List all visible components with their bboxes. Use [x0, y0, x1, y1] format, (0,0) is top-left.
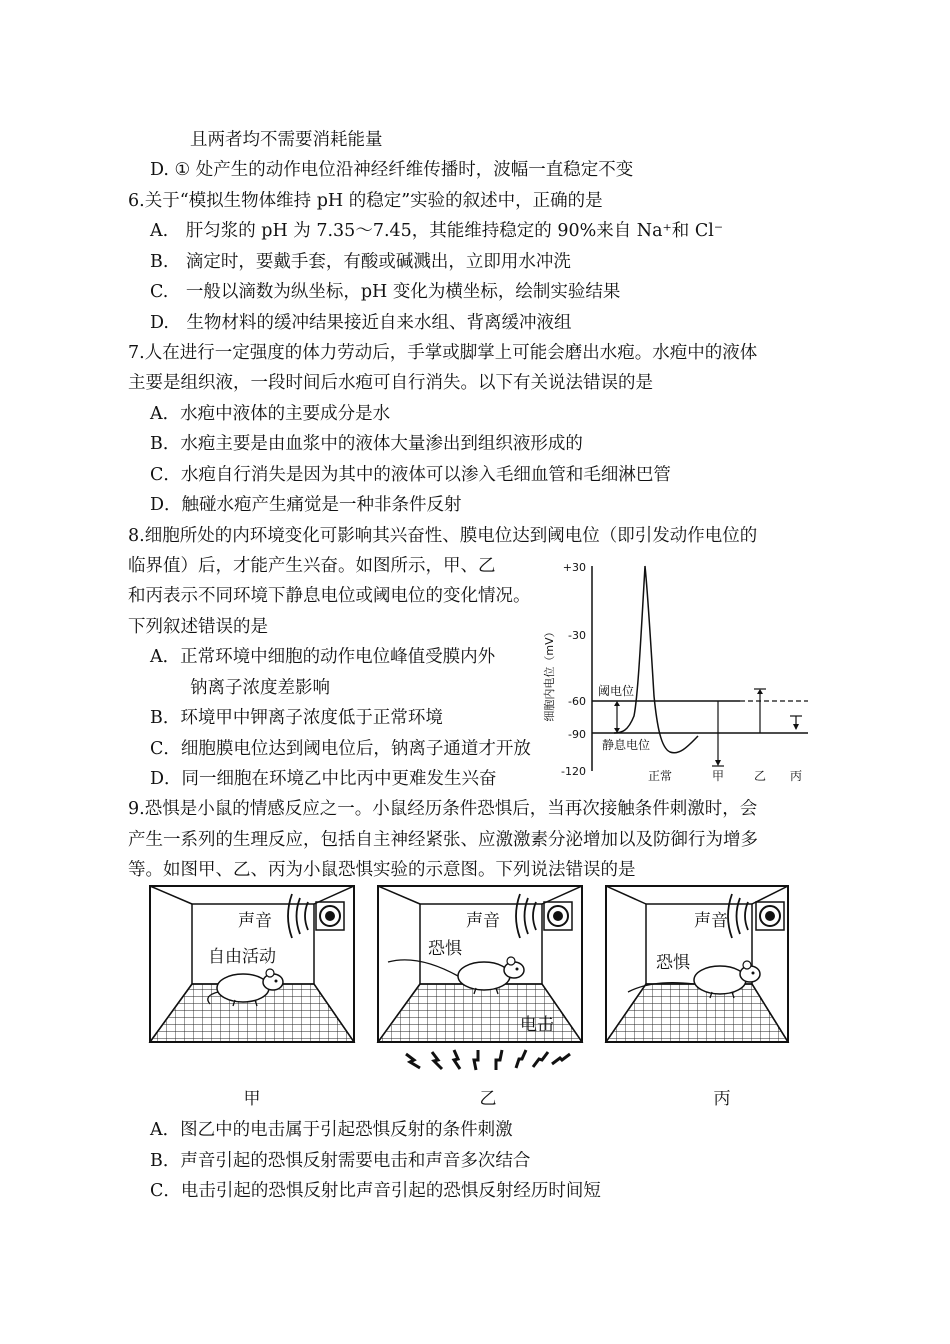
membrane-potential-chart: [540, 556, 830, 788]
option-c-continuation: 且两者均不需要消耗能量: [190, 130, 383, 150]
q8-option-a: A．正常环境中细胞的动作电位峰值受膜内外: [150, 647, 496, 667]
sound-wave-icon: [728, 894, 748, 938]
jia-arrow-head: [715, 760, 721, 766]
ytick-m90: -90: [568, 728, 586, 741]
q9-option-a: A．图乙中的电击属于引起恐惧反射的条件刺激: [150, 1120, 513, 1140]
category-normal: 正常: [647, 769, 673, 783]
threshold-label: 阈电位: [598, 684, 635, 698]
category-yi: 乙: [753, 769, 767, 783]
y-axis-label: 细胞内电位（mV）: [543, 626, 556, 722]
speaker-icon: [756, 902, 784, 930]
question-8-cont1: 临界值）后，才能产生兴奋。如图所示，甲、乙: [128, 556, 496, 576]
q7-option-b: B．水疱主要是由血浆中的液体大量渗出到组织液形成的: [150, 434, 583, 454]
q8-option-d: D．同一细胞在环境乙中比丙中更难发生兴奋: [150, 769, 497, 789]
ytick-m120: -120: [561, 765, 586, 778]
speaker-icon: [544, 902, 572, 930]
q7-option-a: A．水疱中液体的主要成分是水: [150, 404, 391, 424]
speaker-icon: [316, 902, 344, 930]
ytick-m30: -30: [568, 629, 586, 642]
q6-option-b: B. 滴定时，要戴手套，有酸或碱溅出，立即用水冲洗: [150, 252, 571, 272]
category-bing: 丙: [789, 769, 803, 783]
category-jia: 甲: [711, 769, 725, 783]
ytick-m60: -60: [568, 695, 586, 708]
panel-bing-state: 恐惧: [656, 953, 690, 973]
sound-wave-icon: [516, 894, 536, 938]
question-8-cont2: 和丙表示不同环境下静息电位或阈电位的变化情况。: [128, 586, 531, 606]
question-9-cont2: 等。如图甲、乙、丙为小鼠恐惧实验的示意图。下列说法错误的是: [128, 860, 636, 880]
question-8: 8.细胞所处的内环境变化可影响其兴奋性、膜电位达到阈电位（即引发动作电位的: [128, 526, 758, 546]
panel-bing-label: 丙: [713, 1089, 731, 1109]
question-6: 6.关于“模拟生物体维持 pH 的稳定”实验的叙述中，正确的是: [128, 191, 603, 211]
q7-option-c: C．水疱自行消失是因为其中的液体可以渗入毛细血管和毛细淋巴管: [150, 465, 671, 485]
question-9-cont1: 产生一系列的生理反应，包括自主神经紧张、应激激素分泌增加以及防御行为增多: [128, 830, 758, 850]
option-d-q5: D. ① 处产生的动作电位沿神经纤维传播时，波幅一直稳定不变: [150, 160, 634, 180]
panel-bing: [606, 886, 788, 1042]
panel-jia-state: 自由活动: [208, 947, 276, 967]
q9-option-b: B．声音引起的恐惧反射需要电击和声音多次结合: [150, 1151, 531, 1171]
yi-arrow-head: [757, 689, 763, 694]
question-9: 9.恐惧是小鼠的情感反应之一。小鼠经历条件恐惧后，当再次接触条件刺激时，会: [128, 799, 758, 819]
panel-yi-sound: 声音: [466, 911, 500, 931]
q6-option-a: A. 肝匀浆的 pH 为 7.35～7.45，其能维持稳定的 90%来自 Na⁺和 Cl⁻: [150, 221, 724, 241]
panel-yi-shock: 电击: [520, 1015, 554, 1035]
panel-bing-sound: 声音: [694, 911, 728, 931]
panel-jia-sound: 声音: [238, 911, 272, 931]
q9-option-c: C．电击引起的恐惧反射比声音引起的恐惧反射经历时间短: [150, 1181, 601, 1201]
panel-jia-label: 甲: [243, 1089, 261, 1109]
q6-option-d: D. 生物材料的缓冲结果接近自来水组、背离缓冲液组: [150, 313, 572, 333]
q8-option-b: B．环境甲中钾离子浓度低于正常环境: [150, 708, 443, 728]
question-7-cont: 主要是组织液，一段时间后水疱可自行消失。以下有关说法错误的是: [128, 373, 653, 393]
q6-option-c: C. 一般以滴数为纵坐标，pH 变化为横坐标，绘制实验结果: [150, 282, 621, 302]
question-7: 7.人在进行一定强度的体力劳动后，手掌或脚掌上可能会磨出水疱。水疱中的液体: [128, 343, 758, 363]
q7-option-d: D．触碰水疱产生痛觉是一种非条件反射: [150, 495, 462, 515]
panel-yi-state: 恐惧: [428, 939, 462, 959]
mouse-fear-figure: [148, 884, 793, 1109]
action-potential-curve: [614, 566, 698, 753]
q8-option-a-cont: 钠离子浓度差影响: [190, 678, 330, 698]
q8-option-c: C．细胞膜电位达到阈电位后，钠离子通道才开放: [150, 739, 531, 759]
shock-icon: [406, 1050, 570, 1070]
question-8-cont3: 下列叙述错误的是: [128, 617, 268, 637]
panel-yi-label: 乙: [479, 1089, 497, 1109]
resting-label: 静息电位: [602, 738, 651, 752]
ytick-30: +30: [562, 561, 586, 574]
bing-arrow-head: [793, 724, 799, 730]
sound-wave-icon: [288, 894, 308, 938]
